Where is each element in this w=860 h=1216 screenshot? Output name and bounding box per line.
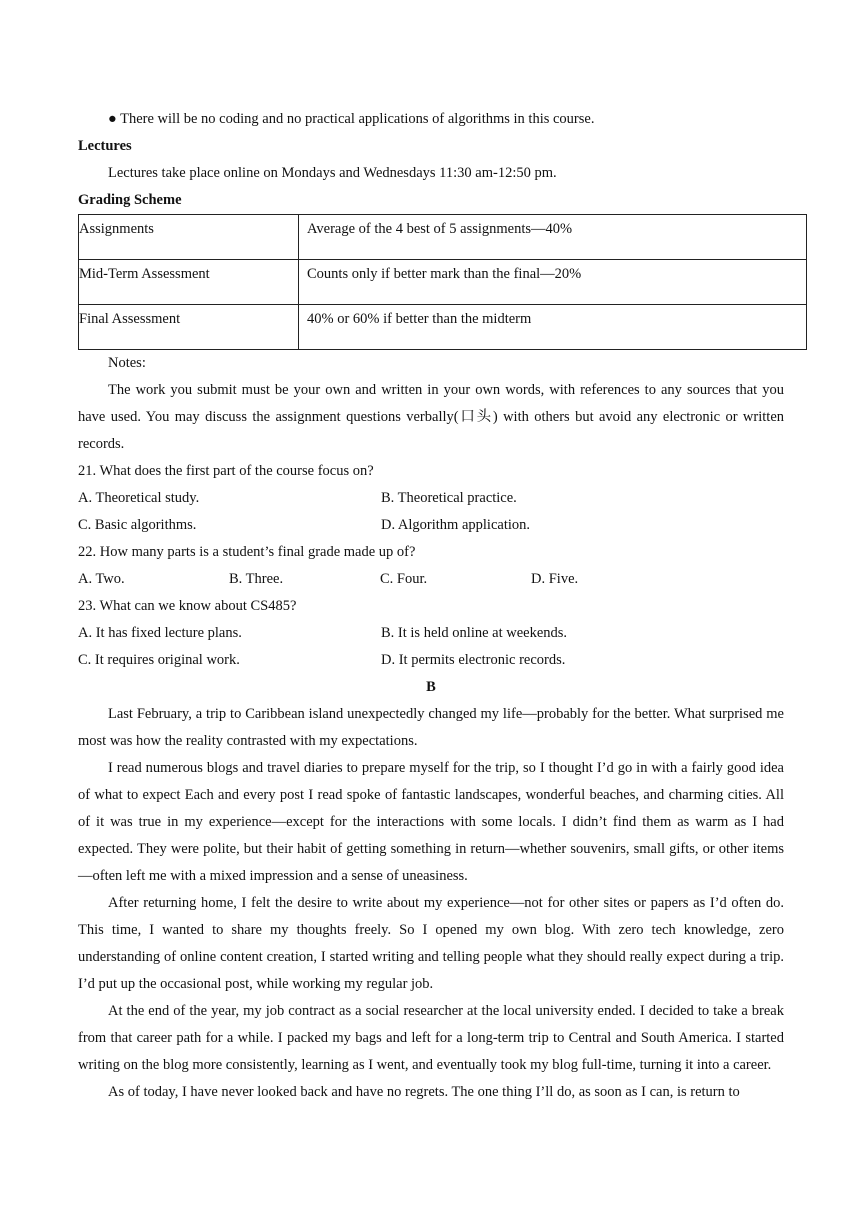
- option: B. Theoretical practice.: [381, 490, 517, 506]
- option: A. Theoretical study.: [78, 490, 200, 506]
- option: A. Two.: [78, 571, 125, 587]
- bullet-line: ● There will be no coding and no practical applications of algorithms in this course.: [108, 111, 595, 127]
- option: D. Algorithm application.: [381, 517, 531, 533]
- grading-desc: 40% or 60% if better than the midterm: [299, 305, 807, 350]
- options-row: [78, 566, 784, 593]
- notes-text: The work you submit must be your own and written in your own words, with references to any sources that you have used. You may discuss the assignment questions verbally(口头) with others but avoid any electronic or written records.: [78, 382, 784, 452]
- option: C. Basic algorithms.: [78, 517, 197, 533]
- question-stem: 23. What can we know about CS485?: [78, 598, 297, 614]
- options-row: [78, 647, 784, 674]
- table-row: [79, 260, 807, 305]
- option: A. It has fixed lecture plans.: [78, 625, 242, 641]
- grading-table: [78, 214, 807, 350]
- page-content: [78, 106, 784, 1106]
- option: B. Three.: [229, 571, 284, 587]
- passage-paragraph: I read numerous blogs and travel diaries to prepare myself for the trip, so I thought I’d go in with a fairly good idea of what to expect Each and every post I read spoke of fantastic landscapes, wonderful beaches, and charming cities. All of it was true in my experience—except for the interactions with some locals. I didn’t find them as warm as I had expected. They were polite, but their habit of getting something in return—whether souvenirs, small gifts, or other items—often left me with a mixed impression and a sense of uneasiness.: [78, 760, 784, 884]
- table-row: [79, 215, 807, 260]
- options-row: [78, 512, 784, 539]
- grading-item: Final Assessment: [79, 305, 299, 350]
- grading-item: Assignments: [79, 215, 299, 260]
- passage-paragraph: At the end of the year, my job contract as a social researcher at the local university ended. I decided to take a break from that career path for a while. I packed my bags and left for a long-term trip to Central and South America. I started writing on the blog more consistently, learning as I went, and eventually took my blog full-time, turning it into a career.: [78, 1003, 784, 1073]
- option: D. It permits electronic records.: [381, 652, 566, 668]
- option: C. It requires original work.: [78, 652, 240, 668]
- grading-heading: Grading Scheme: [78, 192, 182, 208]
- option: D. Five.: [531, 571, 579, 587]
- grading-item: Mid-Term Assessment: [79, 260, 299, 305]
- question-stem: 22. How many parts is a student’s final grade made up of?: [78, 544, 416, 560]
- grading-desc: Average of the 4 best of 5 assignments—40%: [299, 215, 807, 260]
- question-stem: 21. What does the first part of the course focus on?: [78, 463, 374, 479]
- option: C. Four.: [380, 571, 428, 587]
- passage-paragraph: As of today, I have never looked back and have no regrets. The one thing I’ll do, as soon as I can, is return to: [108, 1084, 740, 1100]
- grading-desc: Counts only if better mark than the final—20%: [299, 260, 807, 305]
- section-heading: B: [426, 679, 436, 695]
- passage-paragraph: Last February, a trip to Caribbean island unexpectedly changed my life—probably for the better. What surprised me most was how the reality contrasted with my expectations.: [78, 706, 784, 749]
- table-row: [79, 305, 807, 350]
- options-row: [78, 485, 784, 512]
- option: B. It is held online at weekends.: [381, 625, 568, 641]
- notes-label: Notes:: [108, 355, 146, 371]
- lectures-text: Lectures take place online on Mondays and Wednesdays 11:30 am-12:50 pm.: [108, 165, 557, 181]
- options-row: [78, 620, 784, 647]
- lectures-heading: Lectures: [78, 138, 132, 154]
- passage-paragraph: After returning home, I felt the desire to write about my experience—not for other sites or papers as I’d often do. This time, I wanted to share my thoughts freely. So I opened my own blog. With zero tech knowledge, zero understanding of online content creation, I started writing and telling people what they should really expect during a trip. I’d put up the occasional post, while working my regular job.: [78, 895, 784, 992]
